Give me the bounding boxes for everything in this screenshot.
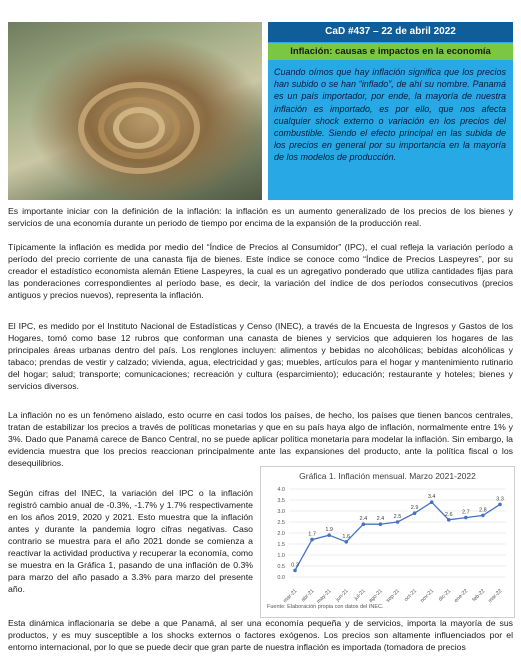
- data-point: [293, 569, 297, 573]
- chart-source: Fuente: Elaboración propia con datos del INEC.: [267, 604, 384, 610]
- x-tick-label: dic-21: [437, 588, 453, 603]
- x-tick-label: mar-21: [282, 588, 299, 605]
- y-tick-label: 2.0: [277, 531, 285, 537]
- y-tick-label: 2.5: [277, 520, 285, 526]
- paragraph-inec: El IPC, es medido por el Instituto Nacional de Estadísticas y Censo (INEC), a través de la Encuesta de Ingresos y Gastos de los Hogares, tomó como base 12 rubros que conforman una canasta de bienes y servicios que adquieren los hogares de las principales áreas urbanas dentro del país. Los renglones incluyen: alimentos y bebidas no alcohólicas; bebidas alcohólicas y tabaco; prendas de vestir y calzado; vivienda, agua, electricidad y gas; muebles, artículos para el hogar y mantenimiento rutinario del hogar; salud; transporte; comunicaciones; recreación y cultura (esparcimiento); educación; restaurante y hoteles; bienes y servicios diversos.: [8, 321, 513, 391]
- chart-title: Gráfica 1. Inflación mensual. Marzo 2021-2022: [299, 471, 476, 481]
- money-rope-photo: [8, 22, 262, 200]
- x-tick-label: ene-22: [453, 588, 470, 605]
- data-label: 1.7: [308, 531, 316, 538]
- x-tick-label: ago-21: [367, 588, 384, 605]
- y-tick-label: 3.5: [277, 498, 285, 504]
- x-tick-label: nov-21: [419, 588, 436, 604]
- data-label: 1.6: [342, 533, 351, 540]
- data-point: [344, 540, 348, 544]
- data-point: [498, 503, 502, 507]
- y-tick-label: 1.0: [277, 553, 285, 559]
- paragraph-dinamica: Esta dinámica inflacionaria se debe a que Panamá, al ser una economía pequeña y de servicios, importa la mayoría de sus productos, y es muy susceptible a los shocks externos o factores exógenos. Los precios son altamente influenciados por el entorno internacional, por lo que se puede decir que gran parte de nuestra inflación es importada (tomadora de precios: [8, 618, 513, 652]
- article-title: Inflación: causas e impactos en la economía: [268, 43, 513, 60]
- data-label: 1.9: [325, 527, 333, 534]
- data-label: 2.6: [444, 511, 453, 518]
- data-label: 2.4: [359, 516, 368, 523]
- paragraph-global: La inflación no es un fenómeno aislado, esto ocurre en casi todos los países, de hecho, los países que tienen bancos centrales, tratan de estabilizar los precios a través de políticas monetarias y que en su país haya algo de inflación, normalmente entre 1% y 3%. Dado que Panamá carece de Banco Central, no se puede aplicar política monetaria para modelar la inflación. Sin embargo, la evidencia muestra que los precios reaccionan principalmente ante las expansiones del producto, ante la política fiscal o los desequilibrios.: [8, 410, 513, 468]
- y-tick-label: 0.5: [277, 564, 285, 570]
- data-label: 2.7: [462, 509, 470, 516]
- data-point: [464, 516, 468, 520]
- chart-plot: [261, 467, 514, 617]
- x-tick-label: oct-21: [403, 588, 418, 603]
- data-label: 3.4: [427, 494, 436, 501]
- x-tick-label: jul-21: [353, 588, 367, 602]
- x-tick-label: jun-21: [335, 588, 350, 603]
- paragraph-definition: Es importante iniciar con la definición de la inflación: la inflación es un aumento generalizado de los precios de los bienes y servicios de una economía durante un periodo de tiempo por encima de la expansión de la producción real.: [8, 206, 513, 228]
- y-tick-label: 1.5: [277, 542, 285, 548]
- y-tick-label: 3.0: [277, 509, 285, 515]
- x-tick-label: feb-22: [471, 588, 487, 604]
- data-point: [481, 514, 485, 518]
- y-tick-label: 0.0: [277, 575, 285, 581]
- issue-label: CaD #437 – 22 de abril 2022: [268, 22, 513, 42]
- intro-text: Cuando oímos que hay inflación significa que los precios han subido o se han “inflado”, de ahí su nombre. Panamá es un país importador, por ende, la mayoría de nuestra inflación es importado, es por ello, que nos afecta cualquier shock externo o variación en los precios del combustible. Siendo el efecto principal en las subida de los precios en general por su importancia en la mayoría de los modelos de producción.: [274, 67, 506, 163]
- data-point: [362, 522, 366, 526]
- data-point: [379, 522, 383, 526]
- data-point: [413, 511, 417, 515]
- data-label: 0.3: [291, 562, 299, 569]
- data-point: [396, 520, 400, 524]
- paragraph-cifras: Según cifras del INEC, la variación del IPC o la inflación registró cambio anual de -0.3%, -1.7% y 1.7% respectivamente en los años 2019, 2020 y 2021. Esto muestra que la inflación antes y durante la pandemia logro cifras negativas. Caso contrario se muestra para el año 2021 donde se comienza a reactivar la actividad productiva y recuperar la economía, como se muestra en la Gráfica 1, pasando de una inflación de 0.3% para marzo del año pasado a 3.3% para marzo del presente año.: [8, 488, 253, 594]
- data-point: [310, 538, 314, 542]
- x-tick-label: sep-21: [385, 588, 401, 604]
- inflation-chart: [260, 466, 515, 618]
- data-label: 2.4: [376, 516, 385, 523]
- x-tick-label: may-21: [315, 588, 333, 605]
- paragraph-ipc: Típicamente la inflación es medida por medio del “Índice de Precios al Consumidor” (IPC), el cual refleja la variación período a período del precio corriente de una canasta fija de bienes. Este índice se conoce como “Índice de Precios Laspeyres”, por su creador el estadístico economista alemán Etiene Laspeyres, la cual es un agregativo ponderado que utiliza cantidades fijas para las ponderaciones correspondientes al período base, es decir, la variación del índice de dos períodos consecutivos (precios antiguos y precios nuevos), representa la inflación.: [8, 242, 513, 300]
- x-tick-label: abr-21: [300, 588, 316, 604]
- header-box: [268, 22, 513, 200]
- data-label: 2.8: [479, 507, 487, 514]
- data-label: 3.3: [496, 496, 504, 503]
- y-tick-label: 4.0: [277, 487, 285, 493]
- data-label: 2.5: [393, 514, 402, 520]
- data-point: [327, 533, 331, 537]
- data-point: [430, 500, 434, 504]
- data-point: [447, 518, 451, 522]
- x-tick-label: mar-22: [487, 588, 504, 605]
- data-label: 2.9: [410, 505, 419, 512]
